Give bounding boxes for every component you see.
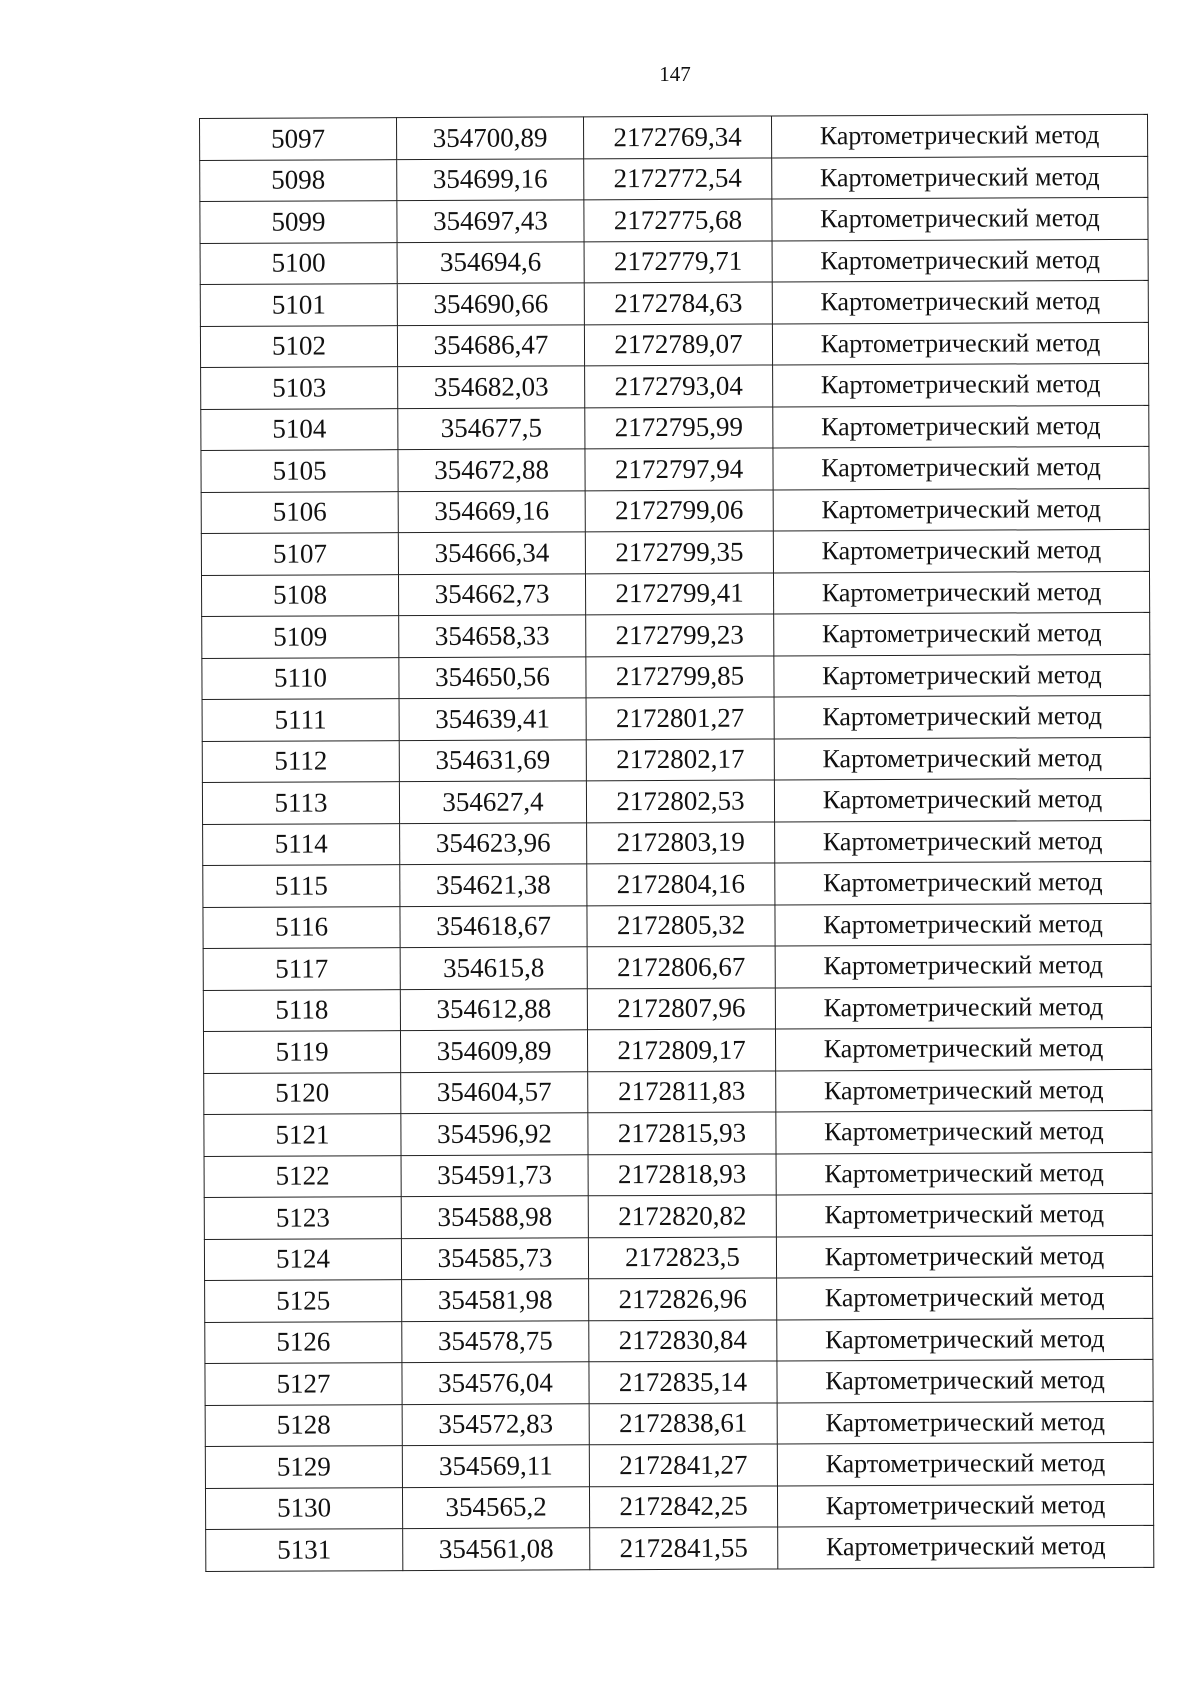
x-coordinate-cell: 354699,16 [397,158,584,200]
x-coordinate-cell: 354658,33 [399,615,586,657]
y-coordinate-cell: 2172802,17 [586,738,774,780]
method-cell: Картометрический метод [776,1193,1152,1236]
point-number-cell: 5122 [204,1155,401,1197]
x-coordinate-cell: 354569,11 [402,1445,589,1487]
x-coordinate-cell: 354588,98 [401,1196,588,1238]
method-cell: Картометрический метод [774,654,1150,697]
table-row [204,1235,1152,1281]
x-coordinate-cell: 354623,96 [400,822,587,864]
method-cell: Картометрический метод [773,363,1149,406]
table-row [205,1318,1153,1364]
point-number-cell: 5130 [205,1487,402,1529]
point-number-cell: 5098 [200,159,397,201]
y-coordinate-cell: 2172779,71 [584,241,772,283]
x-coordinate-cell: 354596,92 [401,1113,588,1155]
x-coordinate-cell: 354694,6 [397,241,584,283]
point-number-cell: 5127 [205,1363,402,1405]
method-cell: Картометрический метод [775,1027,1151,1070]
table-row [200,114,1148,160]
method-cell: Картометрический метод [777,1442,1153,1485]
table-row [200,280,1148,326]
y-coordinate-cell: 2172799,23 [586,614,774,656]
y-coordinate-cell: 2172803,19 [587,821,775,863]
x-coordinate-cell: 354662,73 [398,573,585,615]
method-cell: Картометрический метод [778,1525,1154,1568]
method-cell: Картометрический метод [775,861,1151,904]
y-coordinate-cell: 2172818,93 [588,1153,776,1195]
x-coordinate-cell: 354627,4 [399,781,586,823]
y-coordinate-cell: 2172842,25 [589,1485,777,1527]
table-row [202,737,1150,783]
method-cell: Картометрический метод [775,903,1151,946]
table-row [200,322,1148,368]
x-coordinate-cell: 354591,73 [401,1154,588,1196]
point-number-cell: 5114 [203,823,400,865]
y-coordinate-cell: 2172804,16 [587,863,775,905]
x-coordinate-cell: 354585,73 [401,1237,588,1279]
coordinates-table-body [200,114,1154,1571]
table-row [203,1027,1151,1073]
y-coordinate-cell: 2172841,55 [590,1527,778,1569]
method-cell: Картометрический метод [772,156,1148,199]
y-coordinate-cell: 2172772,54 [584,158,772,200]
y-coordinate-cell: 2172806,67 [587,946,775,988]
x-coordinate-cell: 354561,08 [403,1528,590,1570]
point-number-cell: 5113 [202,782,399,824]
table-row [204,1069,1152,1115]
point-number-cell: 5102 [200,325,397,367]
table-row [203,903,1151,949]
point-number-cell: 5117 [203,948,400,990]
y-coordinate-cell: 2172789,07 [584,324,772,366]
method-cell: Картометрический метод [774,695,1150,738]
table-row [205,1359,1153,1405]
y-coordinate-cell: 2172815,93 [588,1112,776,1154]
x-coordinate-cell: 354650,56 [399,656,586,698]
point-number-cell: 5108 [201,574,398,616]
table-row [203,820,1151,866]
method-cell: Картометрический метод [777,1401,1153,1444]
point-number-cell: 5123 [204,1197,401,1239]
method-cell: Картометрический метод [775,986,1151,1029]
y-coordinate-cell: 2172811,83 [588,1070,776,1112]
x-coordinate-cell: 354581,98 [402,1279,589,1321]
x-coordinate-cell: 354578,75 [402,1320,589,1362]
table-row [202,778,1150,824]
x-coordinate-cell: 354639,41 [399,698,586,740]
table-row [202,654,1150,700]
point-number-cell: 5099 [200,201,397,243]
point-number-cell: 5129 [205,1446,402,1488]
point-number-cell: 5124 [204,1238,401,1280]
y-coordinate-cell: 2172838,61 [589,1402,777,1444]
method-cell: Картометрический метод [777,1359,1153,1402]
point-number-cell: 5121 [204,1114,401,1156]
y-coordinate-cell: 2172802,53 [586,780,774,822]
method-cell: Картометрический метод [775,820,1151,863]
method-cell: Картометрический метод [774,737,1150,780]
y-coordinate-cell: 2172830,84 [589,1319,777,1361]
y-coordinate-cell: 2172801,27 [586,697,774,739]
method-cell: Картометрический метод [772,280,1148,323]
table-row [203,861,1151,907]
y-coordinate-cell: 2172805,32 [587,904,775,946]
point-number-cell: 5120 [204,1072,401,1114]
table-row [201,571,1149,617]
table-row [203,986,1151,1032]
point-number-cell: 5101 [200,284,397,326]
table-row [201,446,1149,492]
x-coordinate-cell: 354697,43 [397,200,584,242]
method-cell: Картометрический метод [777,1484,1153,1527]
method-cell: Картометрический метод [773,529,1149,572]
point-number-cell: 5103 [201,367,398,409]
x-coordinate-cell: 354631,69 [399,739,586,781]
x-coordinate-cell: 354666,34 [398,532,585,574]
x-coordinate-cell: 354618,67 [400,905,587,947]
point-number-cell: 5100 [200,242,397,284]
y-coordinate-cell: 2172793,04 [585,365,773,407]
point-number-cell: 5125 [205,1280,402,1322]
x-coordinate-cell: 354690,66 [397,283,584,325]
method-cell: Картометрический метод [776,1069,1152,1112]
y-coordinate-cell: 2172797,94 [585,448,773,490]
table-row [201,363,1149,409]
method-cell: Картометрический метод [777,1276,1153,1319]
x-coordinate-cell: 354686,47 [397,324,584,366]
table-row [204,1193,1152,1239]
point-number-cell: 5104 [201,408,398,450]
method-cell: Картометрический метод [774,778,1150,821]
x-coordinate-cell: 354672,88 [398,449,585,491]
table-row [200,197,1148,243]
y-coordinate-cell: 2172823,5 [588,1236,776,1278]
y-coordinate-cell: 2172807,96 [587,987,775,1029]
x-coordinate-cell: 354576,04 [402,1362,589,1404]
y-coordinate-cell: 2172809,17 [587,1029,775,1071]
point-number-cell: 5118 [203,989,400,1031]
x-coordinate-cell: 354677,5 [398,407,585,449]
y-coordinate-cell: 2172799,06 [585,489,773,531]
point-number-cell: 5110 [202,657,399,699]
point-number-cell: 5111 [202,699,399,741]
x-coordinate-cell: 354612,88 [400,988,587,1030]
table-row [206,1525,1154,1571]
method-cell: Картометрический метод [772,239,1148,282]
point-number-cell: 5106 [201,491,398,533]
y-coordinate-cell: 2172826,96 [589,1278,777,1320]
x-coordinate-cell: 354621,38 [400,864,587,906]
method-cell: Картометрический метод [776,1110,1152,1153]
point-number-cell: 5109 [202,616,399,658]
method-cell: Картометрический метод [773,571,1149,614]
point-number-cell: 5097 [200,118,397,160]
method-cell: Картометрический метод [772,322,1148,365]
y-coordinate-cell: 2172841,27 [589,1444,777,1486]
y-coordinate-cell: 2172769,34 [583,116,771,158]
point-number-cell: 5107 [201,533,398,575]
point-number-cell: 5115 [203,865,400,907]
table-row [202,612,1150,658]
y-coordinate-cell: 2172835,14 [589,1361,777,1403]
point-number-cell: 5116 [203,906,400,948]
method-cell: Картометрический метод [771,114,1147,157]
table-row [200,239,1148,285]
table-row [205,1401,1153,1447]
coordinates-table [199,114,1154,1572]
table-row [205,1276,1153,1322]
x-coordinate-cell: 354682,03 [398,366,585,408]
point-number-cell: 5131 [206,1529,403,1571]
method-cell: Картометрический метод [775,944,1151,987]
table-row [205,1484,1153,1530]
table-row [205,1442,1153,1488]
method-cell: Картометрический метод [777,1318,1153,1361]
method-cell: Картометрический метод [776,1235,1152,1278]
page-number: 147 [659,62,691,86]
x-coordinate-cell: 354565,2 [402,1486,589,1528]
table-row [204,1152,1152,1198]
x-coordinate-cell: 354669,16 [398,490,585,532]
y-coordinate-cell: 2172799,85 [586,655,774,697]
x-coordinate-cell: 354700,89 [397,117,584,159]
method-cell: Картометрический метод [774,612,1150,655]
point-number-cell: 5112 [202,740,399,782]
point-number-cell: 5128 [205,1404,402,1446]
point-number-cell: 5119 [203,1031,400,1073]
y-coordinate-cell: 2172795,99 [585,406,773,448]
x-coordinate-cell: 354615,8 [400,947,587,989]
y-coordinate-cell: 2172775,68 [584,199,772,241]
y-coordinate-cell: 2172799,35 [585,531,773,573]
point-number-cell: 5126 [205,1321,402,1363]
table-row [201,488,1149,534]
table-row [201,405,1149,451]
table-row [202,695,1150,741]
table-row [200,156,1148,202]
table-row [204,1110,1152,1156]
y-coordinate-cell: 2172820,82 [588,1195,776,1237]
table-row [201,529,1149,575]
point-number-cell: 5105 [201,450,398,492]
y-coordinate-cell: 2172799,41 [585,572,773,614]
x-coordinate-cell: 354572,83 [402,1403,589,1445]
method-cell: Картометрический метод [776,1152,1152,1195]
method-cell: Картометрический метод [773,405,1149,448]
x-coordinate-cell: 354609,89 [400,1030,587,1072]
x-coordinate-cell: 354604,57 [401,1071,588,1113]
method-cell: Картометрический метод [773,446,1149,489]
method-cell: Картометрический метод [772,197,1148,240]
y-coordinate-cell: 2172784,63 [584,282,772,324]
method-cell: Картометрический метод [773,488,1149,531]
table-row [203,944,1151,990]
